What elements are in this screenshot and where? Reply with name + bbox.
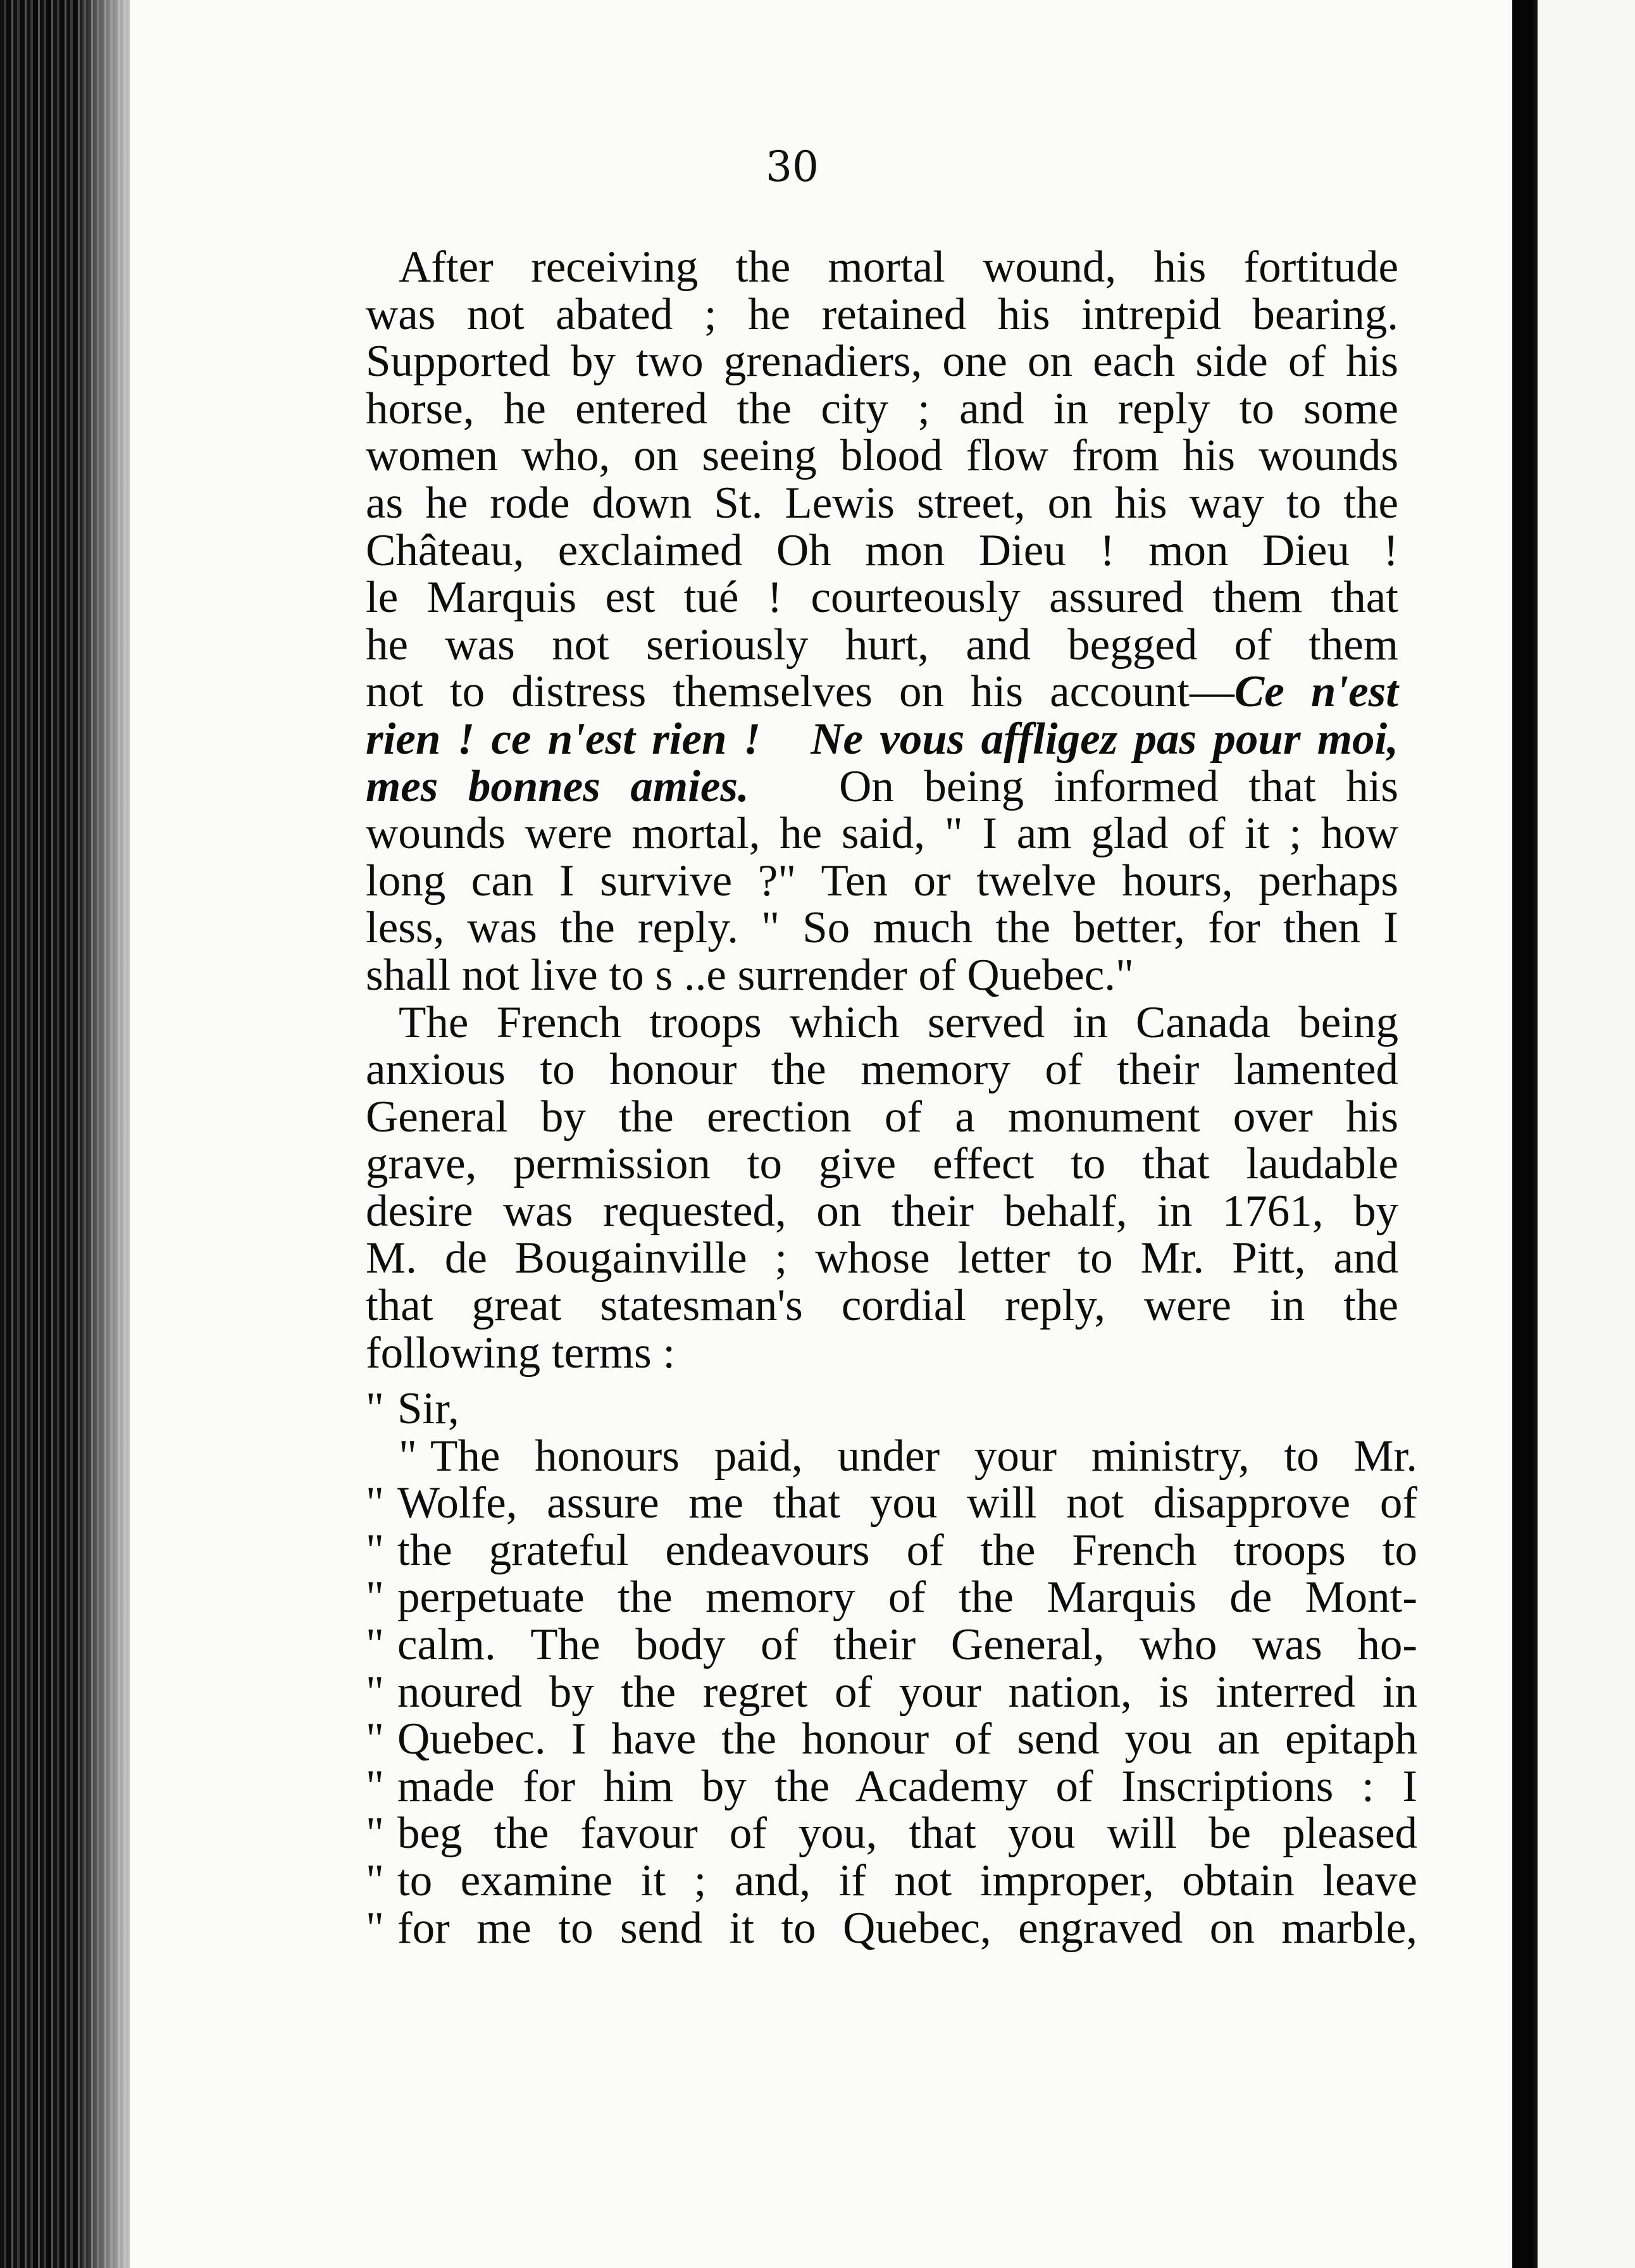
quote-mark: " — [399, 1431, 417, 1481]
letter-line-text: to examine it ; and, if not improper, obtain leave — [397, 1855, 1417, 1905]
letter-line-text: made for him by the Academy of Inscriptions : I — [397, 1761, 1417, 1811]
letter-line-text: Quebec. I have the honour of send you an epitaph — [397, 1714, 1417, 1764]
adjacent-page-edge — [1534, 0, 1635, 2268]
page-gap — [1512, 0, 1534, 2268]
letter-line — [366, 1621, 1417, 1669]
italic-fragment: rien ! ce n'est rien ! — [366, 714, 761, 764]
quote-mark: " — [366, 1809, 384, 1859]
letter-line — [366, 1763, 1417, 1810]
letter-line-text: for me to send it to Quebec, engraved on marble, — [397, 1903, 1417, 1953]
quote-mark: " — [366, 1714, 384, 1764]
text-line: General by the erection of a monument over his — [366, 1092, 1398, 1142]
quote-mark: " — [366, 1855, 384, 1905]
letter-line — [366, 1574, 1417, 1621]
letter-line-text: noured by the regret of your nation, is interred in — [397, 1667, 1417, 1717]
letter-line — [366, 1716, 1417, 1763]
letter-line — [366, 1905, 1417, 1952]
letter-line — [366, 1433, 1417, 1480]
text-line: women who, on seeing blood flow from his wounds — [366, 431, 1398, 481]
text-line: was not abated ; he retained his intrepid bearing. — [366, 289, 1398, 339]
quote-mark: " — [366, 1573, 384, 1623]
text-line: following terms : — [366, 1328, 676, 1378]
text-fragment: not to distress themselves on his account— — [366, 667, 1234, 717]
text-line: wounds were mortal, he said, " I am glad of it ; how — [366, 809, 1398, 859]
body-text — [366, 244, 1398, 1376]
letter-salutation — [366, 1385, 1417, 1433]
quote-mark: " — [366, 1761, 384, 1811]
quoted-letter — [366, 1385, 1417, 1952]
letter-line-text: calm. The body of their General, who was ho- — [397, 1619, 1417, 1669]
page-number: 30 — [766, 142, 819, 191]
text-line: that great statesman's cordial reply, were in the — [366, 1281, 1398, 1331]
text-fragment: On being informed that his — [839, 761, 1399, 811]
text-line: shall not live to s ..e surrender of Quebec." — [366, 950, 1134, 1000]
text-line: After receiving the mortal wound, his fortitude — [399, 242, 1398, 292]
italic-fragment: mes bonnes amies. — [366, 761, 749, 811]
text-line — [366, 716, 1398, 763]
letter-line-text: The honours paid, under your ministry, to Mr. — [430, 1431, 1417, 1481]
text-line: Supported by two grenadiers, one on each side of his — [366, 337, 1398, 387]
letter-line — [366, 1669, 1417, 1716]
text-line: le Marquis est tué ! courteously assured them that — [366, 573, 1398, 623]
letter-line-text: the grateful endeavours of the French troops to — [397, 1525, 1417, 1575]
quote-mark: " — [366, 1619, 384, 1669]
text-line: less, was the reply. " So much the better, for then I — [366, 903, 1398, 953]
quote-mark: " — [366, 1525, 384, 1575]
quote-mark: " — [366, 1667, 384, 1717]
text-line: long can I survive ?" Ten or twelve hours, perhaps — [366, 856, 1398, 906]
text-line: Château, exclaimed Oh mon Dieu ! mon Dieu ! — [366, 525, 1398, 575]
text-line: as he rode down St. Lewis street, on his way to the — [366, 478, 1398, 528]
quote-mark: " — [366, 1903, 384, 1953]
text-line — [366, 668, 1398, 716]
letter-line — [366, 1857, 1417, 1905]
letter-line-text: perpetuate the memory of the Marquis de Mont- — [397, 1573, 1417, 1623]
quote-mark: " — [366, 1384, 384, 1433]
text-line: grave, permission to give effect to that laudable — [366, 1139, 1398, 1189]
text-line: desire was requested, on their behalf, in 1761, by — [366, 1186, 1398, 1236]
salutation-text: Sir, — [397, 1384, 459, 1433]
letter-line — [366, 1527, 1417, 1574]
text-line: M. de Bougainville ; whose letter to Mr. Pitt, and — [366, 1233, 1398, 1283]
italic-fragment: Ce n'est — [1234, 667, 1398, 717]
letter-line — [366, 1480, 1417, 1527]
letter-line — [366, 1810, 1417, 1857]
italic-fragment: Ne vous affligez pas pour moi, — [811, 714, 1398, 764]
text-line: The French troops which served in Canada being — [399, 997, 1398, 1047]
quote-mark: " — [366, 1478, 384, 1528]
text-line — [366, 763, 1398, 811]
text-line: anxious to honour the memory of their lamented — [366, 1045, 1398, 1095]
text-line: horse, he entered the city ; and in reply to some — [366, 383, 1398, 433]
text-line: he was not seriously hurt, and begged of them — [366, 620, 1398, 670]
letter-line-text: Wolfe, assure me that you will not disapprove of — [397, 1478, 1417, 1528]
letter-line-text: beg the favour of you, that you will be pleased — [397, 1809, 1417, 1859]
